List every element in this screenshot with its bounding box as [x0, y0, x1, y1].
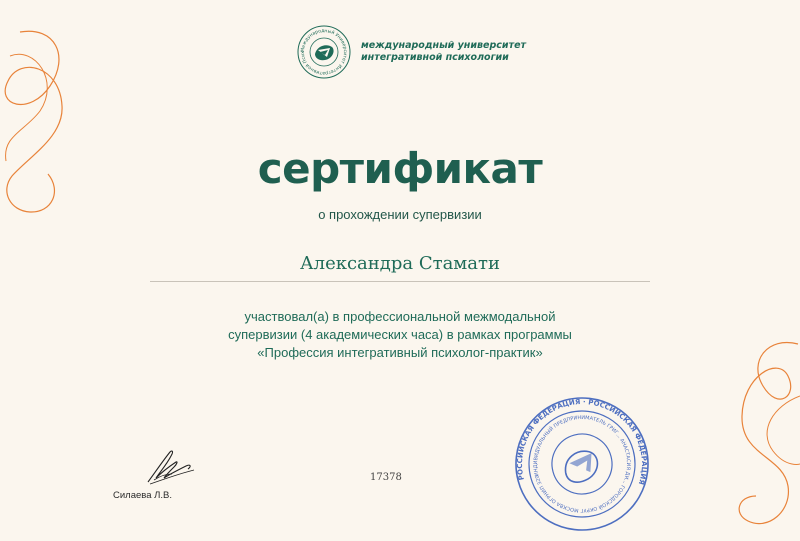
official-stamp — [514, 396, 650, 532]
body-line: супервизии (4 академических часа) в рамках программы — [228, 327, 572, 342]
logo-line-1: международный университет — [361, 40, 527, 51]
decorative-swirl-bottom-right — [728, 336, 800, 536]
logo-wordmark — [361, 40, 526, 64]
body-line: «Профессия интегративный психолог-практик» — [257, 345, 543, 360]
divider — [150, 281, 650, 282]
certificate-subtitle: о прохождении супервизии — [318, 207, 482, 222]
logo-line-2: интегративной психологии — [361, 52, 509, 63]
certificate-body — [0, 308, 800, 362]
stamp-inner-text: ИНДИВИДУАЛЬНЫЙ ПРЕДПРИНИМАТЕЛЬ ГРИГ... АНАСТАСИЯ ДИ... ГОРОДСКОЙ ОКРУГ МОСКВА ОГРНИП 320774600423180 — [532, 414, 632, 514]
university-logo — [296, 24, 527, 80]
signature-icon — [140, 444, 200, 488]
body-line: участвовал(а) в профессиональной межмодальной — [244, 309, 556, 324]
university-emblem-icon — [296, 24, 352, 80]
recipient-name: Александра Стамати — [300, 253, 500, 274]
signer-name: Силаева Л.В. — [113, 490, 172, 501]
stamp-outer-text: РОССИЙСКАЯ ФЕДЕРАЦИЯ · РОССИЙСКАЯ ФЕДЕРАЦИЯ — [515, 397, 649, 486]
certificate-number: 17378 — [370, 472, 402, 483]
certificate-title: сертификат — [257, 144, 543, 193]
logo-seal-text: Международный Университет Интегративной Псих — [300, 28, 348, 76]
